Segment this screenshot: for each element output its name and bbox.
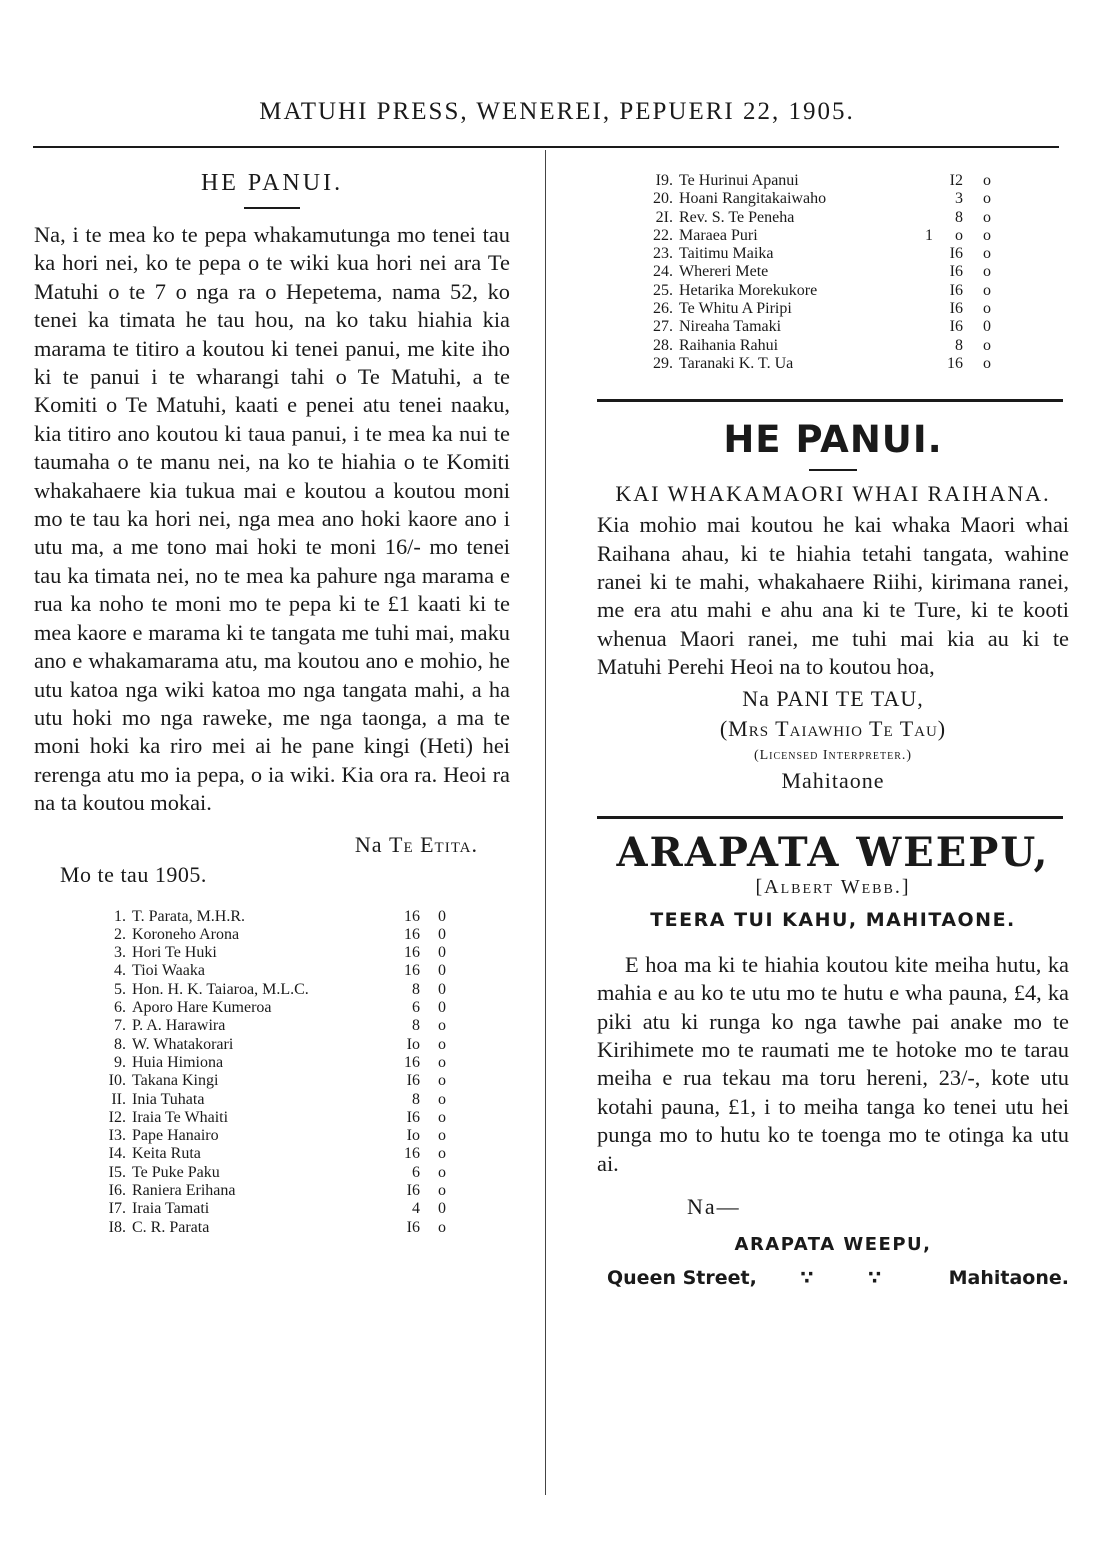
subscriber-pe: o (983, 245, 991, 263)
subscriber-pe: 0 (983, 318, 991, 336)
subscriber-row (647, 172, 991, 190)
subscriber-name: Huia Himiona (132, 1053, 224, 1071)
subscriber-num: I8. (108, 1218, 126, 1236)
subscriber-sh: 16 (947, 354, 963, 372)
subscriber-sh: 4 (412, 1200, 420, 1218)
subscriber-pe: o (983, 263, 991, 281)
subscriber-row (647, 337, 991, 355)
subscriber-num: I2. (108, 1108, 126, 1126)
subscriber-num: 1. (114, 907, 126, 925)
advert-street: Queen Street, (607, 1266, 757, 1289)
subscriber-row (100, 1219, 446, 1237)
interpreter-sig-mrs: (Mrs Taiawhio Te Tau) (719, 715, 947, 741)
subscriber-pe: 0 (438, 907, 446, 925)
subscriber-row (647, 318, 991, 336)
subscriber-pe: o (438, 1072, 446, 1090)
subscriber-name: W. Whatakorari (132, 1035, 234, 1053)
subscriber-num: I6. (108, 1181, 126, 1199)
subscriber-num: 28. (653, 336, 673, 354)
subscriber-pe: o (438, 1090, 446, 1108)
subscriber-name: Te Hurinui Apanui (679, 172, 799, 189)
subscriber-sh: I6 (406, 1108, 420, 1126)
interpreter-place: Mahitaone (781, 767, 885, 793)
subscriber-sh: 16 (404, 1053, 420, 1071)
subscriber-pe: o (983, 336, 991, 354)
subscriber-sh: I6 (406, 1072, 420, 1090)
subscriber-sh: 3 (955, 190, 963, 208)
subscriber-name: Hetarika Morekukore (679, 281, 818, 299)
subscriber-sh: I6 (949, 318, 963, 336)
interpreter-body: Kia mohio mai koutou he kai whaka Maori whai Raihana ahau, ki te hiahia tetahi tangata, wahine ranei ki te mahi, whakahaere Riihi, kirimana ranei, me era atu mahi e ahu ana ki te Ture, ki te kooti whenua Maori ranei, me tuhi mai kia au ki te Matuhi Perehi Heoi na to koutou hoa, (597, 512, 1069, 680)
subscriber-num: 6. (114, 999, 126, 1017)
subscriber-row (100, 1072, 446, 1090)
advert-signature: ARAPATA WEEPU, (734, 1233, 932, 1255)
signoff-name: Te Etita. (389, 831, 478, 857)
subscriber-pe: o (983, 226, 991, 244)
subscriber-name: T. Parata, M.H.R. (132, 907, 246, 925)
interpreter-licensed: (Licensed Interpreter.) (753, 747, 913, 763)
subscriber-row (647, 190, 991, 208)
subscriber-row (647, 245, 991, 263)
subscriber-num: 7. (114, 1017, 126, 1035)
subscriber-num: 26. (653, 300, 673, 318)
subscriber-row (647, 209, 991, 227)
subscriber-num: I7. (108, 1200, 126, 1218)
subscriber-pe: o (983, 190, 991, 208)
subscriber-row (100, 981, 446, 999)
subscriber-pe: o (983, 300, 991, 318)
subscriber-name: Raniera Erihana (132, 1181, 236, 1199)
subscriber-row (100, 999, 446, 1017)
advert-town: Mahitaone. (948, 1266, 1069, 1289)
subscriber-pe: o (983, 172, 991, 189)
advert-address (607, 1267, 1069, 1289)
subscriber-name: Maraea Puri (679, 226, 758, 244)
subscriber-num: 4. (114, 962, 126, 980)
subscriber-pd (919, 355, 933, 373)
subscriber-pe: o (438, 1035, 446, 1053)
subscriber-row (100, 926, 446, 944)
subscriber-row (647, 227, 991, 245)
subscriber-pd (919, 172, 933, 190)
subscriber-row (100, 1091, 446, 1109)
subscriber-name: Whereri Mete (679, 263, 769, 281)
subscriber-num: I4. (108, 1145, 126, 1163)
subscriber-num: 20. (653, 190, 673, 208)
subscriber-num: I0. (108, 1072, 126, 1090)
subscriber-row (100, 908, 446, 926)
interpreter-sig-na: Na PANI TE TAU, (742, 685, 924, 711)
subscriber-sh: 16 (404, 907, 420, 925)
subscriber-num: I5. (108, 1163, 126, 1181)
subscriber-name: Iraia Te Whaiti (132, 1108, 229, 1126)
subscriber-list-left (100, 908, 446, 1237)
subscriber-num: 22. (653, 226, 673, 244)
subscriber-row (100, 1145, 446, 1163)
subscriber-name: Taitimu Maika (679, 245, 774, 263)
subscriber-row (100, 1036, 446, 1054)
header-rule (33, 146, 1059, 148)
interpreter-title-rule (809, 469, 857, 471)
subscriber-sh: 16 (404, 962, 420, 980)
subscriber-name: Pape Hanairo (132, 1127, 219, 1145)
subscriber-pe: 0 (438, 925, 446, 943)
advert-body: E hoa ma ki te hiahia koutou kite meiha hutu, ka mahia e au ko te utu mo te hutu e wha pauna, £4, ka piki atu ki runga ko nga tawhe pai anake mo te Kirihimete mo te raumati me te hotoke mo te tarau meiha e rua tekau ma toru hereni, 23/-, kote utu kotahi pauna, £1, i to meiha tanga ko tenei utu hei punga mo to hutu ko te toenga mo te otinga ka utu ai. (597, 951, 1069, 1176)
subscriber-sh: Io (406, 1035, 420, 1053)
subscriber-sh: 8 (412, 1017, 420, 1035)
subscriber-sh: I6 (406, 1218, 420, 1236)
subscriber-name: Keita Ruta (132, 1145, 201, 1163)
subscriber-row (100, 1054, 446, 1072)
subscriber-name: Te Puke Paku (132, 1163, 220, 1181)
subscriber-row (647, 355, 991, 373)
subscriber-pe: o (983, 208, 991, 226)
year-heading: Mo te tau 1905. (60, 861, 207, 887)
subscriber-pe: o (438, 1127, 446, 1145)
subscriber-pd (919, 190, 933, 208)
subscriber-pd (919, 209, 933, 227)
subscriber-name: Koroneho Arona (132, 925, 240, 943)
subscriber-row (100, 1127, 446, 1145)
subscriber-name: Takana Kingi (132, 1072, 219, 1090)
subscriber-name: Taranaki K. T. Ua (679, 354, 794, 372)
subscriber-num: 3. (114, 944, 126, 962)
notice-title: HE PANUI. (200, 170, 344, 196)
right-column (597, 172, 1069, 1289)
subscriber-pd (919, 318, 933, 336)
subscriber-sh: Io (406, 1127, 420, 1145)
subscriber-pd: 1 (925, 226, 933, 244)
advert-title: ARAPATA WEEPU, (616, 828, 1050, 876)
subscriber-row (647, 263, 991, 281)
subscriber-num: 23. (653, 245, 673, 263)
subscriber-pe: o (438, 1017, 446, 1035)
subscriber-sh: I6 (949, 263, 963, 281)
interpreter-subtitle: KAI WHAKAMAORI WHAI RAIHANA. (615, 481, 1051, 507)
subscriber-sh: o (955, 226, 963, 244)
subscriber-name: Hori Te Huki (132, 944, 217, 962)
subscriber-pe: 0 (438, 999, 446, 1017)
subscriber-pe: o (438, 1218, 446, 1236)
subscriber-pd (919, 282, 933, 300)
subscriber-pd (919, 245, 933, 263)
subscriber-sh: 8 (955, 208, 963, 226)
subscriber-sh: 8 (955, 336, 963, 354)
subscriber-pe: 0 (438, 944, 446, 962)
subscriber-list-right (647, 172, 991, 373)
left-column (34, 170, 510, 1237)
subscriber-sh: 6 (412, 1163, 420, 1181)
subscriber-sh: 16 (404, 1145, 420, 1163)
subscriber-num: I9. (655, 172, 673, 189)
subscriber-row (100, 1200, 446, 1218)
subscriber-sh: 16 (404, 944, 420, 962)
subscriber-name: Iraia Tamati (132, 1200, 210, 1218)
subscriber-sh: 8 (412, 1090, 420, 1108)
subscriber-pd (919, 337, 933, 355)
subscriber-pe: 0 (438, 1200, 446, 1218)
subscriber-name: Rev. S. Te Peneha (679, 208, 795, 226)
editor-signoff (34, 832, 478, 858)
subscriber-name: Hon. H. K. Taiaroa, M.L.C. (132, 980, 309, 998)
subscriber-num: I3. (108, 1127, 126, 1145)
section-rule-1 (597, 399, 1063, 402)
subscriber-name: Tioi Waaka (132, 962, 205, 980)
subscriber-num: 24. (653, 263, 673, 281)
subscriber-num: 5. (114, 980, 126, 998)
subscriber-row (100, 944, 446, 962)
subscriber-name: Aporo Hare Kumeroa (132, 999, 272, 1017)
subscriber-row (100, 1109, 446, 1127)
subscriber-pd (919, 263, 933, 281)
signoff-na: Na (354, 831, 383, 857)
subscriber-row (100, 1182, 446, 1200)
subscriber-row (647, 282, 991, 300)
subscriber-pd (919, 300, 933, 318)
subscriber-pe: o (438, 1053, 446, 1071)
advert-dots: ∵ ∵ (800, 1266, 906, 1289)
subscriber-sh: 8 (412, 980, 420, 998)
subscriber-row (100, 1164, 446, 1182)
subscriber-sh: 16 (404, 925, 420, 943)
advert-teera: TEERA TUI KAHU, MAHITAONE. (650, 908, 1016, 931)
subscriber-pe: o (983, 281, 991, 299)
subscriber-sh: I6 (406, 1181, 420, 1199)
subscriber-sh: 6 (412, 999, 420, 1017)
subscriber-num: 2I. (655, 208, 673, 226)
subscriber-num: 25. (653, 281, 673, 299)
subscriber-name: P. A. Harawira (132, 1017, 226, 1035)
subscriber-num: 29. (653, 354, 673, 372)
subscriber-pe: 0 (438, 962, 446, 980)
subscriber-pe: o (438, 1108, 446, 1126)
subscriber-num: 8. (114, 1035, 126, 1053)
subscriber-name: Raihania Rahui (679, 336, 779, 354)
section-rule-2 (597, 816, 1063, 819)
advert-na: Na— (687, 1193, 741, 1219)
subscriber-sh: I6 (949, 245, 963, 263)
subscriber-name: Inia Tuhata (132, 1090, 205, 1108)
column-divider (545, 150, 546, 1495)
subscriber-row (647, 300, 991, 318)
subscriber-sh: I6 (949, 281, 963, 299)
subscriber-num: 9. (114, 1053, 126, 1071)
subscriber-row (100, 1017, 446, 1035)
subscriber-pe: o (983, 354, 991, 372)
subscriber-name: Te Whitu A Piripi (679, 300, 792, 318)
subscriber-sh: I6 (949, 300, 963, 318)
subscriber-pe: 0 (438, 980, 446, 998)
subscriber-num: 27. (653, 318, 673, 336)
subscriber-num: 2. (114, 925, 126, 943)
subscriber-name: C. R. Parata (132, 1218, 210, 1236)
subscriber-num: II. (111, 1090, 126, 1108)
subscriber-pe: o (438, 1145, 446, 1163)
subscriber-sh: I2 (949, 172, 963, 189)
page-header: MATUHI PRESS, WENEREI, PEPUERI 22, 1905. (259, 98, 855, 125)
title-rule (244, 207, 300, 209)
subscriber-name: Hoani Rangitakaiwaho (679, 190, 827, 208)
interpreter-notice-title: HE PANUI. (723, 418, 943, 462)
advert-albert: [Albert Webb.] (755, 875, 911, 898)
subscriber-row (100, 962, 446, 980)
subscriber-name: Nireaha Tamaki (679, 318, 782, 336)
subscriber-pe: o (438, 1163, 446, 1181)
subscriber-pe: o (438, 1181, 446, 1199)
notice-body: Na, i te mea ko te pepa whakamutunga mo tenei tau ka hori nei, ko te pepa o te wiki kua hori nei ara Te Matuhi o te 7 o nga ra o Hepetema, nama 52, ko tenei ka timata he tau hou, na ko taku hiahia kia marama te titiro a koutou ki tenei panui, me kite iho ki te panui i te wharangi tahi o Te Matuhi, a te Komiti o Te Matuhi, kaati e penei atu tenei naaku, kia titiro ano koutou ki taua panui, i te mea ka nui te taumaha o te manu nei, na ko te hiahia o te Komiti whakahaere kia tukua mai e koutou a koutou moni mo te tau ka hori nei, nga mea ano hoki kaore ano i utu ma, a me tono mai hoki te moni 16/- mo tenei tau ka timata nei, no te mea ka pahure nga marama e rua ka noho te moni mo te pepa ki te £1 kaati ki te mea kaore e marama ki te tangata me tuhi mai, maku ano e whakamarama atu, ma koutou ano e mohio, he utu katoa nga wiki katoa mo nga tangata mahi, a ha utu hoki mo nga raweke, me nga taonga, a ma te moni hoki ka riro mei ai he pane kingi (Heti) hei rerenga atu mo ia pepa, o ia wiki. Kia ora ra. Heoi ra na ta koutou mokai. (34, 222, 510, 816)
